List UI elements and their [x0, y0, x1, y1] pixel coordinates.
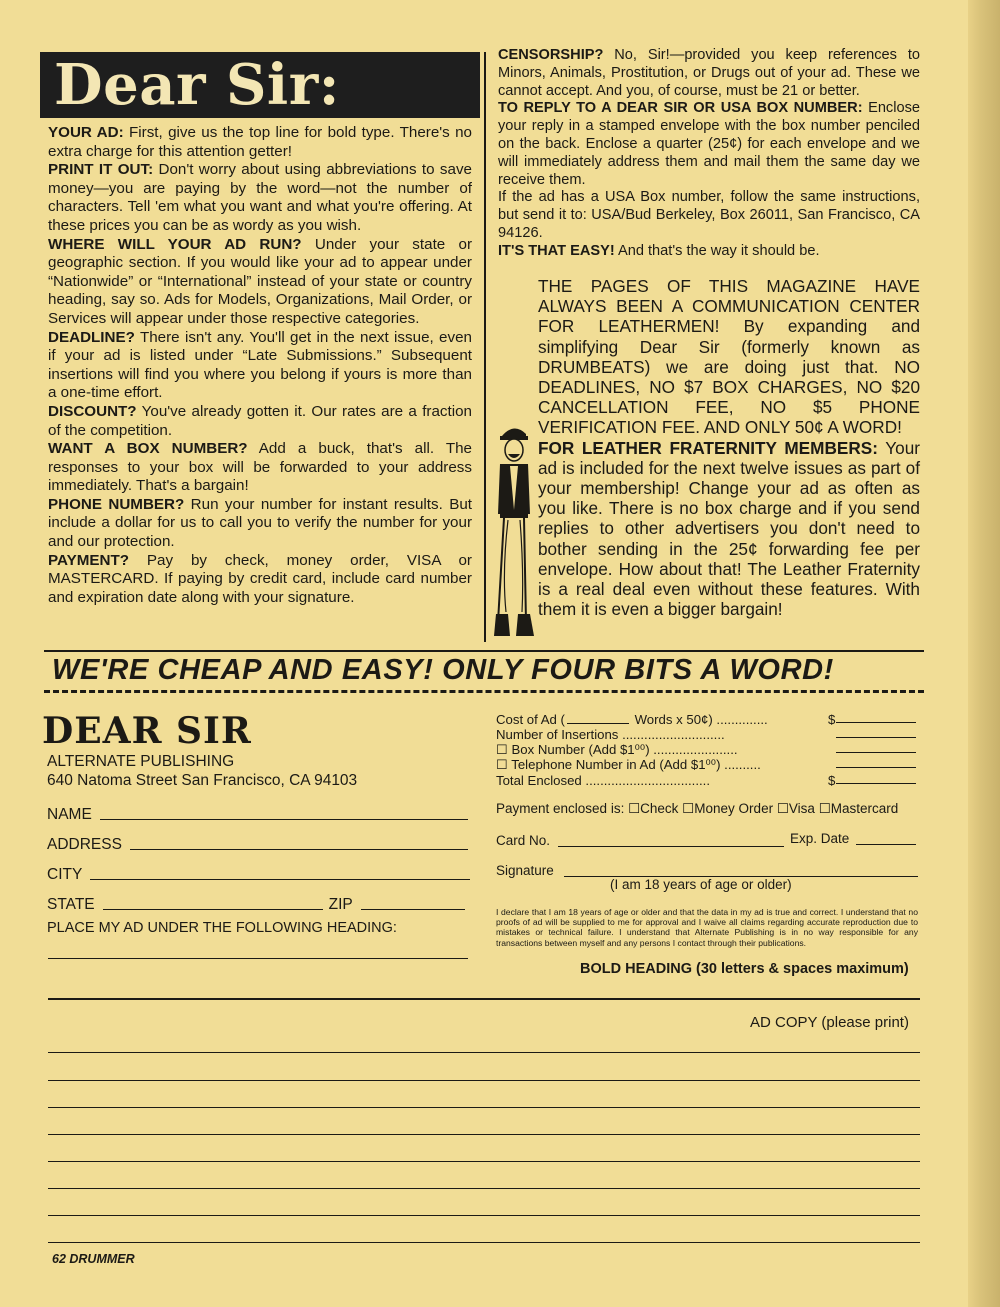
- city-line[interactable]: [90, 879, 470, 880]
- signature-label: Signature: [496, 863, 554, 878]
- heading-line[interactable]: [48, 958, 468, 959]
- bold-heading-label: BOLD HEADING (30 letters & spaces maximum): [580, 961, 909, 977]
- paragraph-censorship: [498, 47, 920, 100]
- declaration: I declare that I am 18 years of age or older and that the data in my ad is true and correct. I understand that no proofs of ad will be supplied to me for approval and I waive all claims regarding accurate reproduction due to mistakes or technical failure. I understand that Alternate Publishing is in no way responsible for any transactions between myself and any persons I contact through their publications.: [496, 907, 918, 948]
- card-label: Card No.: [496, 833, 551, 848]
- lead-fraternity: FOR LEATHER FRATERNITY MEMBERS:: [538, 437, 878, 458]
- zip-line[interactable]: [361, 909, 465, 910]
- lead-box: WANT A BOX NUMBER?: [48, 440, 248, 458]
- name-label: NAME: [47, 806, 92, 823]
- publisher-block: [47, 752, 357, 790]
- publisher-name: ALTERNATE PUBLISHING: [47, 753, 235, 770]
- cost-line[interactable]: [836, 722, 916, 723]
- ad-copy-line[interactable]: [48, 1107, 920, 1108]
- heading-label: PLACE MY AD UNDER THE FOLLOWING HEADING:: [47, 920, 397, 936]
- paragraph-where-ad-run: [48, 236, 472, 329]
- text-phone: Run your number for instant results. But include a dollar for us to call you to verify the number for your and our protection.: [48, 495, 472, 551]
- age-note: (I am 18 years of age or older): [610, 877, 792, 892]
- form-logo: DEAR SIR: [42, 710, 252, 752]
- left-column: [48, 124, 472, 607]
- masthead-title: Dear Sir:: [40, 52, 480, 118]
- leatherman-illustration: [492, 422, 536, 642]
- slogan-top-rule: [44, 650, 924, 652]
- paragraph-phone: [48, 496, 472, 552]
- ad-copy-line[interactable]: [48, 1242, 920, 1243]
- address-field[interactable]: [47, 834, 468, 854]
- paragraph-discount: [48, 403, 472, 440]
- zip-label: ZIP: [328, 896, 353, 913]
- lead-where: WHERE WILL YOUR AD RUN?: [48, 235, 302, 253]
- phone-row[interactable]: ☐ Telephone Number in Ad (Add $1⁰⁰) ..........: [496, 757, 761, 772]
- text-easy: And that's the way it should be.: [614, 242, 820, 259]
- total-line[interactable]: [836, 783, 916, 784]
- text-box: Add a buck, that's all. The responses to your box will be forwarded to your address immediately. That's a bargain!: [48, 440, 472, 495]
- paragraph-your-ad: [48, 124, 472, 161]
- text-reply: Enclose your reply in a stamped envelope with the box number penciled on the back. Enclose a quarter (25¢) for each envelope and we will immediately address them and mail them the same day we receive them.: [498, 100, 921, 188]
- paragraph-print-it-out: [48, 161, 472, 235]
- lead-print: PRINT IT OUT:: [48, 161, 154, 179]
- paragraph-easy: [498, 243, 920, 261]
- phone-line[interactable]: [836, 767, 916, 768]
- announcement-fraternity: [538, 438, 920, 620]
- lead-your-ad: YOUR AD:: [48, 124, 124, 141]
- ad-copy-line[interactable]: [48, 1134, 920, 1135]
- bold-heading-line[interactable]: [48, 998, 920, 1000]
- state-label: STATE: [47, 896, 95, 913]
- lead-censorship: CENSORSHIP?: [498, 47, 604, 63]
- state-line[interactable]: [103, 909, 323, 910]
- text-deadline: There isn't any. You'll get in the next issue, even if your ad is listed under “Late Submissions.” Subsequent insertions will find you where you belong if yours is more than a one-time effort.: [48, 328, 472, 402]
- lead-easy: IT'S THAT EASY!: [498, 242, 615, 259]
- right-column: [498, 47, 920, 261]
- paragraph-reply: [498, 100, 920, 189]
- paragraph-box-number: [48, 440, 472, 496]
- words-line[interactable]: [567, 723, 629, 724]
- announcement-pages: THE PAGES OF THIS MAGAZINE HAVE ALWAYS BEEN A COMMUNICATION CENTER FOR LEATHERMEN! By expanding and simplifying Dear Sir (formerly known as DRUMBEATS) we are doing just that. NO DEADLINES, NO $7 BOX CHARGES, NO $20 CANCELLATION FEE, NO $5 PHONE VERIFICATION FEE. AND ONLY 50¢ A WORD!: [538, 276, 920, 438]
- box-line[interactable]: [836, 752, 916, 753]
- text-where: Under your state or geographic section. If you would like your ad to appear under “Nationwide” or “International” instead of your state or country heading, say so. Ads for Models, Organizations, Mail Order, or Services will appear under those respective categories.: [48, 235, 472, 327]
- ad-copy-line[interactable]: [48, 1080, 920, 1081]
- lead-discount: DISCOUNT?: [48, 402, 137, 420]
- text-fraternity: Your ad is included for the next twelve issues as part of your membership! Change your ad as often as you like. There is no box charge and if you send replies to other advertisers you don't need to bother sending in the 25¢ forwarding fee per envelope. How about that! The Leather Fraternity is a real deal even without these features. With them it is even a bigger bargain!: [538, 437, 920, 620]
- page-footer: 62 DRUMMER: [52, 1252, 135, 1266]
- ad-copy-line[interactable]: [48, 1052, 920, 1053]
- lead-deadline: DEADLINE?: [48, 328, 135, 346]
- text-usa-box: If the ad has a USA Box number, follow the same instructions, but send it to: USA/Bud Berkeley, Box 26011, San Francisco, CA 94126.: [498, 189, 920, 241]
- box-number-row[interactable]: ☐ Box Number (Add $1⁰⁰) .......................: [496, 742, 738, 757]
- paragraph-payment: [48, 552, 472, 608]
- payment-options[interactable]: Payment enclosed is: ☐Check ☐Money Order ☐Visa ☐Mastercard: [496, 801, 899, 816]
- cost-of-ad-row: [496, 712, 768, 727]
- announcement: [538, 276, 920, 619]
- ad-copy-line[interactable]: [48, 1188, 920, 1189]
- cut-line: [44, 690, 924, 693]
- page-edge: [968, 0, 1000, 1307]
- lead-phone: PHONE NUMBER?: [48, 495, 185, 513]
- exp-line[interactable]: [856, 844, 916, 845]
- paragraph-usa-box: [498, 189, 920, 242]
- text-discount: You've already gotten it. Our rates are a fraction of the competition.: [48, 402, 472, 439]
- column-divider: [484, 52, 486, 642]
- name-field[interactable]: [47, 804, 468, 824]
- address-label: ADDRESS: [47, 836, 122, 853]
- cost-label-b: Words x 50¢) ..............: [630, 712, 768, 727]
- cost-dollar: $: [828, 712, 836, 727]
- text-censorship: No, Sir!—provided you keep references to Minors, Animals, Prostitution, or Drugs out of your ad. These we cannot accept. And you, of course, must be 21 or better.: [498, 47, 920, 99]
- ad-copy-label: AD COPY (please print): [750, 1014, 909, 1031]
- publisher-address: 640 Natoma Street San Francisco, CA 94103: [47, 772, 358, 789]
- text-your-ad: First, give us the top line for bold type. There's no extra charge for this attention getter!: [48, 124, 473, 160]
- name-line[interactable]: [100, 819, 468, 820]
- ad-copy-line[interactable]: [48, 1161, 920, 1162]
- total-row: Total Enclosed ..................................: [496, 773, 711, 788]
- cost-label-a: Cost of Ad (: [496, 712, 565, 727]
- address-line[interactable]: [130, 849, 468, 850]
- ad-copy-line[interactable]: [48, 1215, 920, 1216]
- exp-label: Exp. Date: [790, 831, 850, 846]
- paragraph-deadline: [48, 329, 472, 403]
- total-dollar: $: [828, 773, 836, 788]
- insertions-row: Number of Insertions ............................: [496, 727, 725, 742]
- text-payment: Pay by check, money order, VISA or MASTERCARD. If paying by credit card, include card number and expiration date along with your signature.: [48, 551, 472, 606]
- text-print: Don't worry about using abbreviations to save money—you are paying by the word—not the number of characters. Tell 'em what you want and what you're offering. At these prices you can be as wordy as you wish.: [48, 161, 472, 234]
- lead-reply: TO REPLY TO A DEAR SIR OR USA BOX NUMBER:: [498, 100, 863, 117]
- state-field[interactable]: [47, 894, 465, 914]
- slogan-banner: WE'RE CHEAP AND EASY! ONLY FOUR BITS A WORD!: [52, 654, 834, 686]
- city-field[interactable]: [47, 864, 470, 884]
- city-label: CITY: [47, 866, 83, 883]
- insertions-line[interactable]: [836, 737, 916, 738]
- card-line[interactable]: [558, 846, 784, 847]
- lead-payment: PAYMENT?: [48, 551, 130, 569]
